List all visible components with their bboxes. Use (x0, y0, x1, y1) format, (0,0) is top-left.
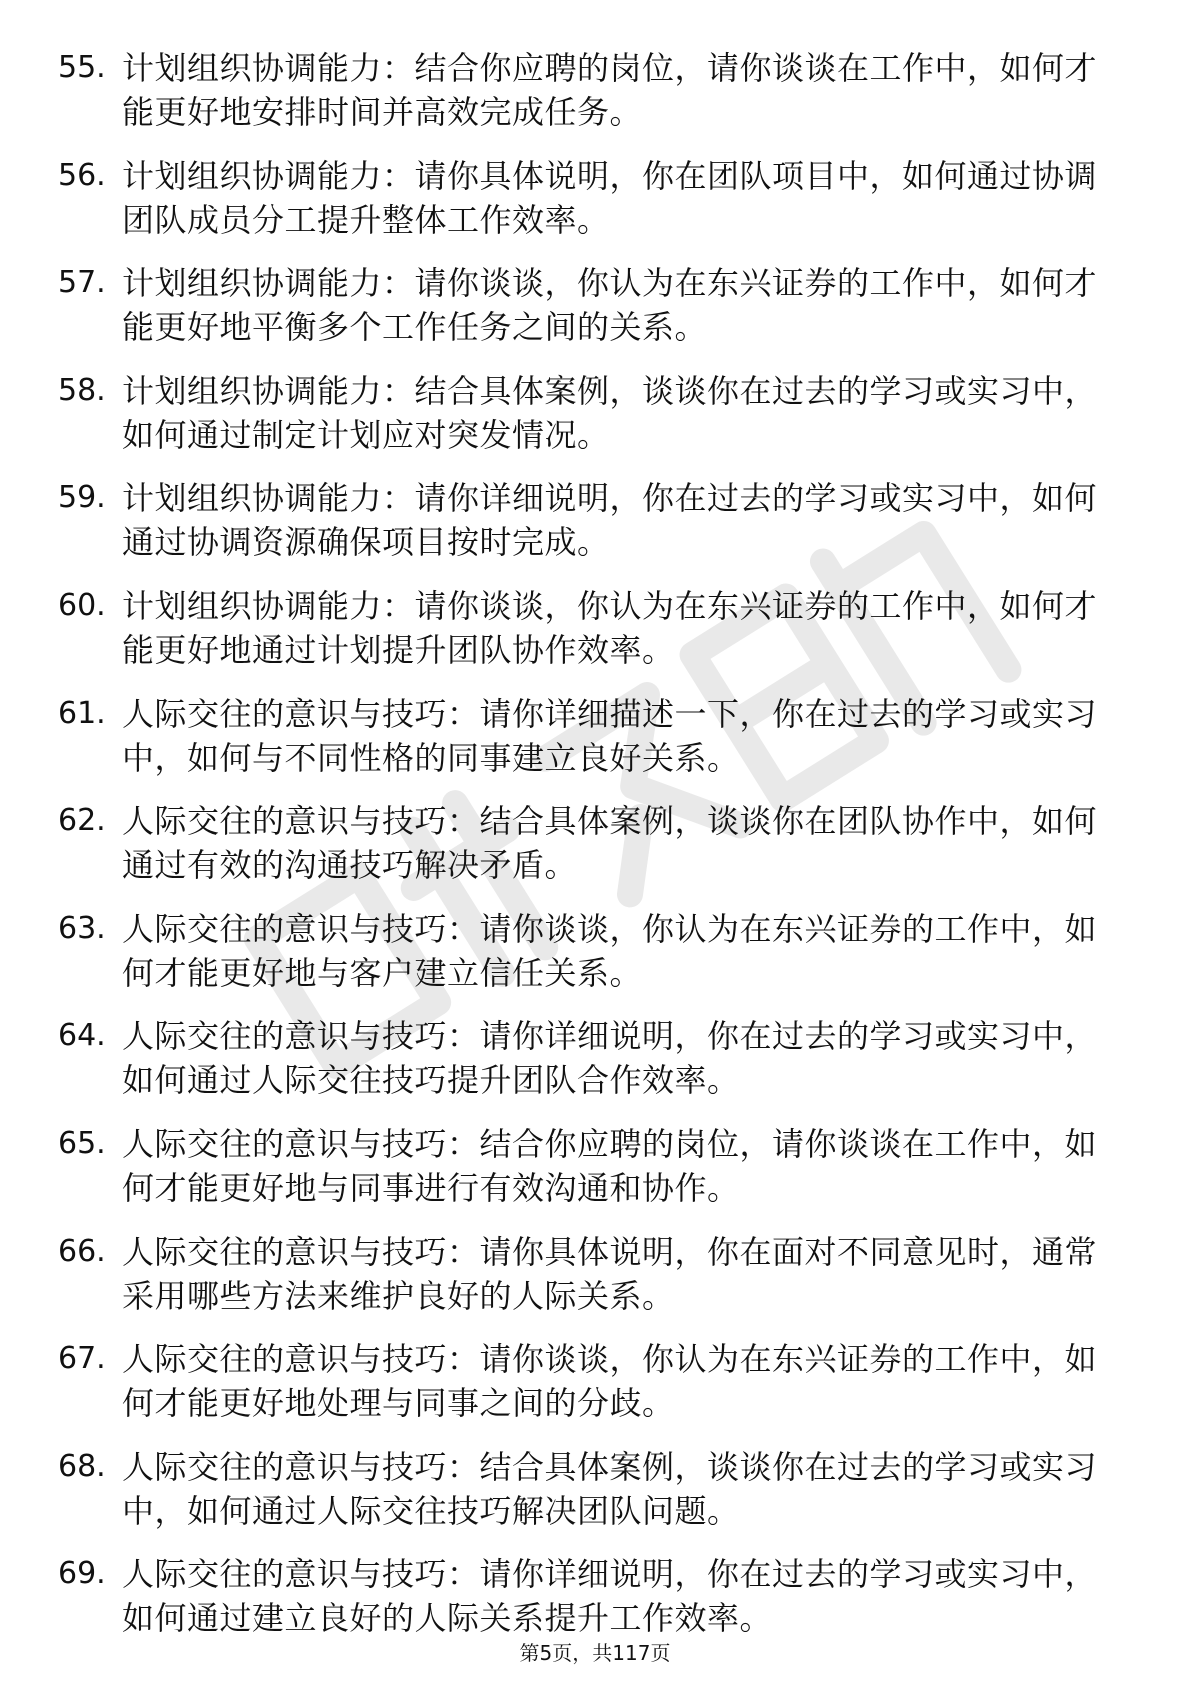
list-item (58, 692, 1118, 780)
list-item (58, 1230, 1118, 1318)
question-text: 人际交往的意识与技巧：请你详细说明，你在过去的学习或实习中，如何通过建立良好的人际关系提升工作效率。 (122, 1555, 1098, 1638)
question-number: 58. (58, 372, 106, 408)
question-number: 57. (58, 265, 106, 301)
question-text: 人际交往的意识与技巧：请你详细描述一下，你在过去的学习或实习中，如何与不同性格的同事建立良好关系。 (122, 694, 1098, 777)
question-list (58, 46, 1118, 1660)
list-item (58, 1014, 1118, 1102)
question-text: 计划组织协调能力：请你详细说明，你在过去的学习或实习中，如何通过协调资源确保项目按时完成。 (122, 479, 1098, 562)
question-text: 人际交往的意识与技巧：请你具体说明，你在面对不同意见时，通常采用哪些方法来维护良好的人际关系。 (122, 1232, 1098, 1315)
question-text: 计划组织协调能力：请你具体说明，你在团队项目中，如何通过协调团队成员分工提升整体工作效率。 (122, 156, 1098, 239)
question-number: 56. (58, 157, 106, 193)
list-item (58, 799, 1118, 887)
question-number: 64. (58, 1018, 106, 1054)
question-number: 69. (58, 1556, 106, 1592)
question-number: 62. (58, 803, 106, 839)
question-text: 计划组织协调能力：结合具体案例，谈谈你在过去的学习或实习中，如何通过制定计划应对突发情况。 (122, 371, 1098, 454)
question-text: 人际交往的意识与技巧：请你详细说明，你在过去的学习或实习中，如何通过人际交往技巧提升团队合作效率。 (122, 1017, 1098, 1100)
question-number: 60. (58, 587, 106, 623)
question-number: 66. (58, 1233, 106, 1269)
question-text: 人际交往的意识与技巧：结合具体案例，谈谈你在过去的学习或实习中，如何通过人际交往技巧解决团队问题。 (122, 1447, 1098, 1530)
question-number: 68. (58, 1448, 106, 1484)
question-text: 人际交往的意识与技巧：结合你应聘的岗位，请你谈谈在工作中，如何才能更好地与同事进行有效沟通和协作。 (122, 1124, 1098, 1207)
question-number: 55. (58, 50, 106, 85)
question-number: 67. (58, 1341, 106, 1377)
list-item (58, 154, 1118, 242)
question-text: 人际交往的意识与技巧：请你谈谈，你认为在东兴证券的工作中，如何才能更好地处理与同事之间的分歧。 (122, 1340, 1098, 1423)
question-number: 65. (58, 1125, 106, 1161)
question-text: 计划组织协调能力：请你谈谈，你认为在东兴证券的工作中，如何才能更好地平衡多个工作任务之间的关系。 (122, 264, 1098, 347)
list-item (58, 476, 1118, 564)
list-item (58, 1445, 1118, 1533)
question-number: 59. (58, 480, 106, 516)
list-item (58, 907, 1118, 995)
page-footer: 第5页，共117页 (519, 1641, 671, 1665)
question-text: 人际交往的意识与技巧：请你谈谈，你认为在东兴证券的工作中，如何才能更好地与客户建立信任关系。 (122, 909, 1098, 992)
list-item (58, 261, 1118, 349)
question-text: 计划组织协调能力：请你谈谈，你认为在东兴证券的工作中，如何才能更好地通过计划提升团队协作效率。 (122, 586, 1098, 669)
question-text: 计划组织协调能力：结合你应聘的岗位，请你谈谈在工作中，如何才能更好地安排时间并高效完成任务。 (122, 49, 1098, 131)
question-number: 63. (58, 910, 106, 946)
list-item (58, 1337, 1118, 1425)
list-item (58, 1552, 1118, 1640)
list-item (58, 369, 1118, 457)
question-text: 人际交往的意识与技巧：结合具体案例，谈谈你在团队协作中，如何通过有效的沟通技巧解决矛盾。 (122, 802, 1098, 885)
question-number: 61. (58, 695, 106, 731)
list-item (58, 1122, 1118, 1210)
list-item (58, 584, 1118, 672)
list-item (58, 46, 1118, 134)
